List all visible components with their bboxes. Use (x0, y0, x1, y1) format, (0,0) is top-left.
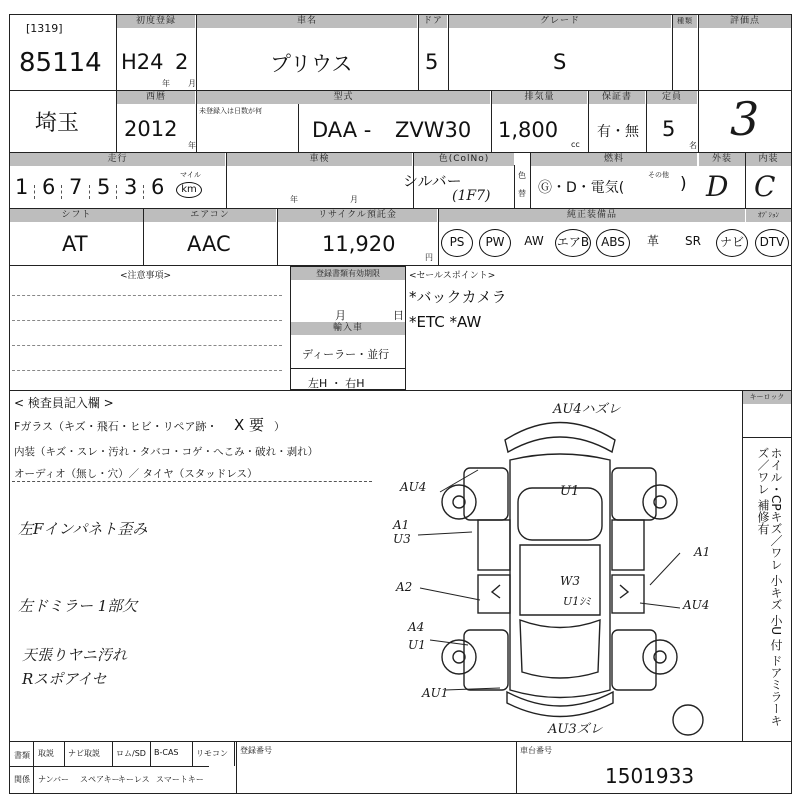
shaken-year: 年 (290, 195, 298, 204)
damage-mark: U1 (560, 484, 580, 499)
reg-year-suffix: 年 (162, 79, 170, 88)
shift: AT (62, 232, 88, 256)
capacity-unit: 名 (689, 141, 697, 150)
damage-mark: AU4 (683, 598, 710, 612)
lot-number: 85114 (19, 48, 102, 78)
dealer-parallel: ディーラー・並行 (302, 348, 390, 361)
divider (9, 766, 209, 767)
grade-kind-header: 種類 (673, 15, 697, 28)
mileage-header: 走行 (10, 153, 225, 166)
warranty-header: 保証書 (589, 91, 645, 104)
windshield-mark: X 要 (234, 416, 265, 434)
reg-number-label: 登録番号 (240, 746, 272, 755)
damage-mark: AU4ハズレ (553, 402, 621, 417)
equipment-item: DTV (755, 229, 789, 257)
damage-mark: U3 (393, 532, 411, 546)
grade: S (553, 50, 567, 74)
model: ZVW30 (395, 118, 472, 142)
handwritten-note-3: 天張りヤニ汚れ (22, 646, 128, 664)
docs-label-2: 関係 (14, 775, 30, 784)
divider (112, 741, 113, 766)
option-header: ｵﾌﾟｼｮﾝ (746, 209, 791, 222)
equipment-item: ナビ (716, 229, 748, 257)
damage-mark: A2 (396, 580, 413, 594)
mileage-unit-km: km (176, 182, 202, 198)
damage-mark: A1 (393, 518, 410, 532)
year-header: 西暦 (117, 91, 195, 104)
divider (64, 741, 65, 766)
mileage-digit: 6 (151, 175, 165, 199)
audio-tire-line: オーディオ（無し・穴）／ タイヤ（スタッドレス） (14, 468, 258, 480)
mileage-digit: 7 (69, 175, 83, 199)
cc-unit: cc (571, 140, 580, 149)
model-note: 未登録入は日数が何 (199, 107, 262, 115)
equipment-item: SR (685, 234, 701, 248)
reg-date-header: 初度登録 (117, 15, 195, 28)
lot-code: [1319] (26, 22, 63, 35)
capacity-header: 定員 (647, 91, 697, 104)
docs-label-1: 書類 (14, 751, 30, 760)
model-prefix: DAA - (312, 118, 372, 142)
damage-mark: A4 (408, 620, 425, 634)
damage-mark: AU3ズレ (548, 722, 603, 737)
deadline-month: 月 (335, 309, 346, 322)
fuel-options: Ⓖ・D・電気( (538, 180, 625, 196)
document-item: スマートキー (156, 775, 204, 784)
inspector-title: < 検査員記入欄 > (14, 396, 114, 410)
divider (516, 741, 517, 794)
doors: 5 (425, 50, 439, 74)
air-conditioner: AAC (187, 232, 231, 256)
damage-mark: A1 (694, 545, 711, 559)
shift-header: シフト (10, 209, 143, 222)
fuel-other: その他 (648, 171, 669, 179)
cc-header: 排気量 (492, 91, 587, 104)
evaluation-score: 3 (730, 92, 760, 146)
chassis-number: 1501933 (605, 764, 695, 788)
capacity: 5 (662, 117, 676, 141)
document-item: 取説 (38, 749, 54, 758)
fuel-header: 燃料 (531, 153, 697, 166)
side-legend: ホイル・CPキズ／ワレ 小キズ 小U 付 ドアミラーキズ／ワレ 補修有 (756, 447, 783, 727)
color: シルバー (403, 172, 462, 190)
document-item: ロム/SD (116, 749, 146, 758)
car-name-header: 車名 (197, 15, 417, 28)
equipment-item: PS (441, 229, 473, 257)
mileage-digit: 1 (15, 175, 29, 199)
recycle-header: リサイクル預託金 (278, 209, 437, 222)
import-header: 輸入車 (291, 322, 405, 335)
damage-mark: AU1 (422, 686, 449, 700)
interior-grade: C (754, 170, 776, 203)
shaken-month: 月 (350, 195, 358, 204)
damage-mark: AU4 (400, 480, 427, 494)
ext-header: 外装 (699, 153, 745, 166)
divider (192, 741, 193, 766)
sales-point-2: *ETC *AW (409, 313, 482, 331)
equipment-item: ABS (596, 229, 630, 257)
prefecture: 埼玉 (35, 111, 80, 136)
ac-header: エアコン (144, 209, 276, 222)
handwritten-note-1: 左Fインパネト歪み (18, 520, 148, 538)
car-name: プリウス (270, 52, 353, 76)
deadline-header: 登録書類有効期限 (291, 267, 405, 280)
recycle-fee: 11,920 (322, 232, 396, 256)
chassis-label: 車台番号 (520, 746, 552, 755)
reg-month-suffix: 月 (188, 79, 196, 88)
mileage-digit: 5 (97, 175, 111, 199)
interior-line: 内装（キズ・スレ・汚れ・タバコ・コゲ・へこみ・破れ・剥れ） (14, 446, 319, 458)
damage-mark: W3 (560, 574, 580, 588)
reg-era: H24 (121, 50, 164, 74)
document-item: ナンバー (38, 775, 70, 784)
windshield-line: Fガラス（キズ・飛石・ヒビ・リペア跡・ (14, 420, 218, 433)
color-header: 色(ColNo) (414, 153, 514, 166)
fuel-close: ) (680, 174, 687, 194)
year: 2012 (124, 117, 178, 141)
mileage-unit-mile: マイル (180, 171, 201, 179)
warranty: 有・無 (597, 124, 639, 140)
sales-point-1: *バックカメラ (409, 288, 507, 306)
mileage-digit: 3 (124, 175, 138, 199)
equipment-item: 革 (646, 234, 659, 248)
grade-header: グレード (449, 15, 671, 28)
document-item: リモコン (196, 749, 228, 758)
equipment-item: エアB (555, 229, 591, 257)
caution-label: <注意事項> (120, 271, 172, 281)
damage-mark: U1 (408, 638, 426, 652)
shaken-header: 車検 (227, 153, 412, 166)
model-header: 型式 (197, 91, 490, 104)
windshield-end: ） (274, 420, 285, 433)
displacement: 1,800 (498, 118, 559, 142)
sales-label: <セールスポイント> (409, 271, 496, 281)
divider (33, 741, 34, 794)
int-header: 内装 (746, 153, 791, 166)
equipment-item: AW (524, 234, 544, 248)
recolor-label-1: 色 (518, 171, 526, 180)
deadline-day: 日 (393, 309, 404, 322)
document-item: B-CAS (154, 748, 179, 757)
equipment-item: PW (479, 229, 511, 257)
document-item: ナビ取説 (68, 749, 100, 758)
handwritten-note-2: 左ドミラー 1部欠 (18, 597, 138, 615)
reg-month: 2 (175, 50, 189, 74)
exterior-grade: D (706, 170, 729, 203)
mileage-digit: 6 (42, 175, 56, 199)
doors-header: ドア (419, 15, 447, 28)
year-unit: 年 (188, 141, 196, 150)
damage-mark: U1ｼﾐ (563, 595, 591, 608)
equipment-header: 純正装備品 (439, 209, 745, 222)
steering-side: 左H ・ 右H (308, 377, 365, 390)
handwritten-note-4: Rスポアイセ (22, 670, 107, 688)
divider (236, 741, 237, 794)
document-item: スペアキー (80, 775, 120, 784)
key-lock-label: キーロック (743, 391, 791, 404)
divider (150, 741, 151, 766)
recycle-unit: 円 (425, 253, 433, 262)
score-header: 評価点 (699, 15, 791, 28)
color-code: (1F7) (452, 188, 491, 204)
recolor-label-2: 替 (518, 189, 526, 198)
document-item: キーレス (118, 775, 150, 784)
divider (234, 741, 235, 766)
